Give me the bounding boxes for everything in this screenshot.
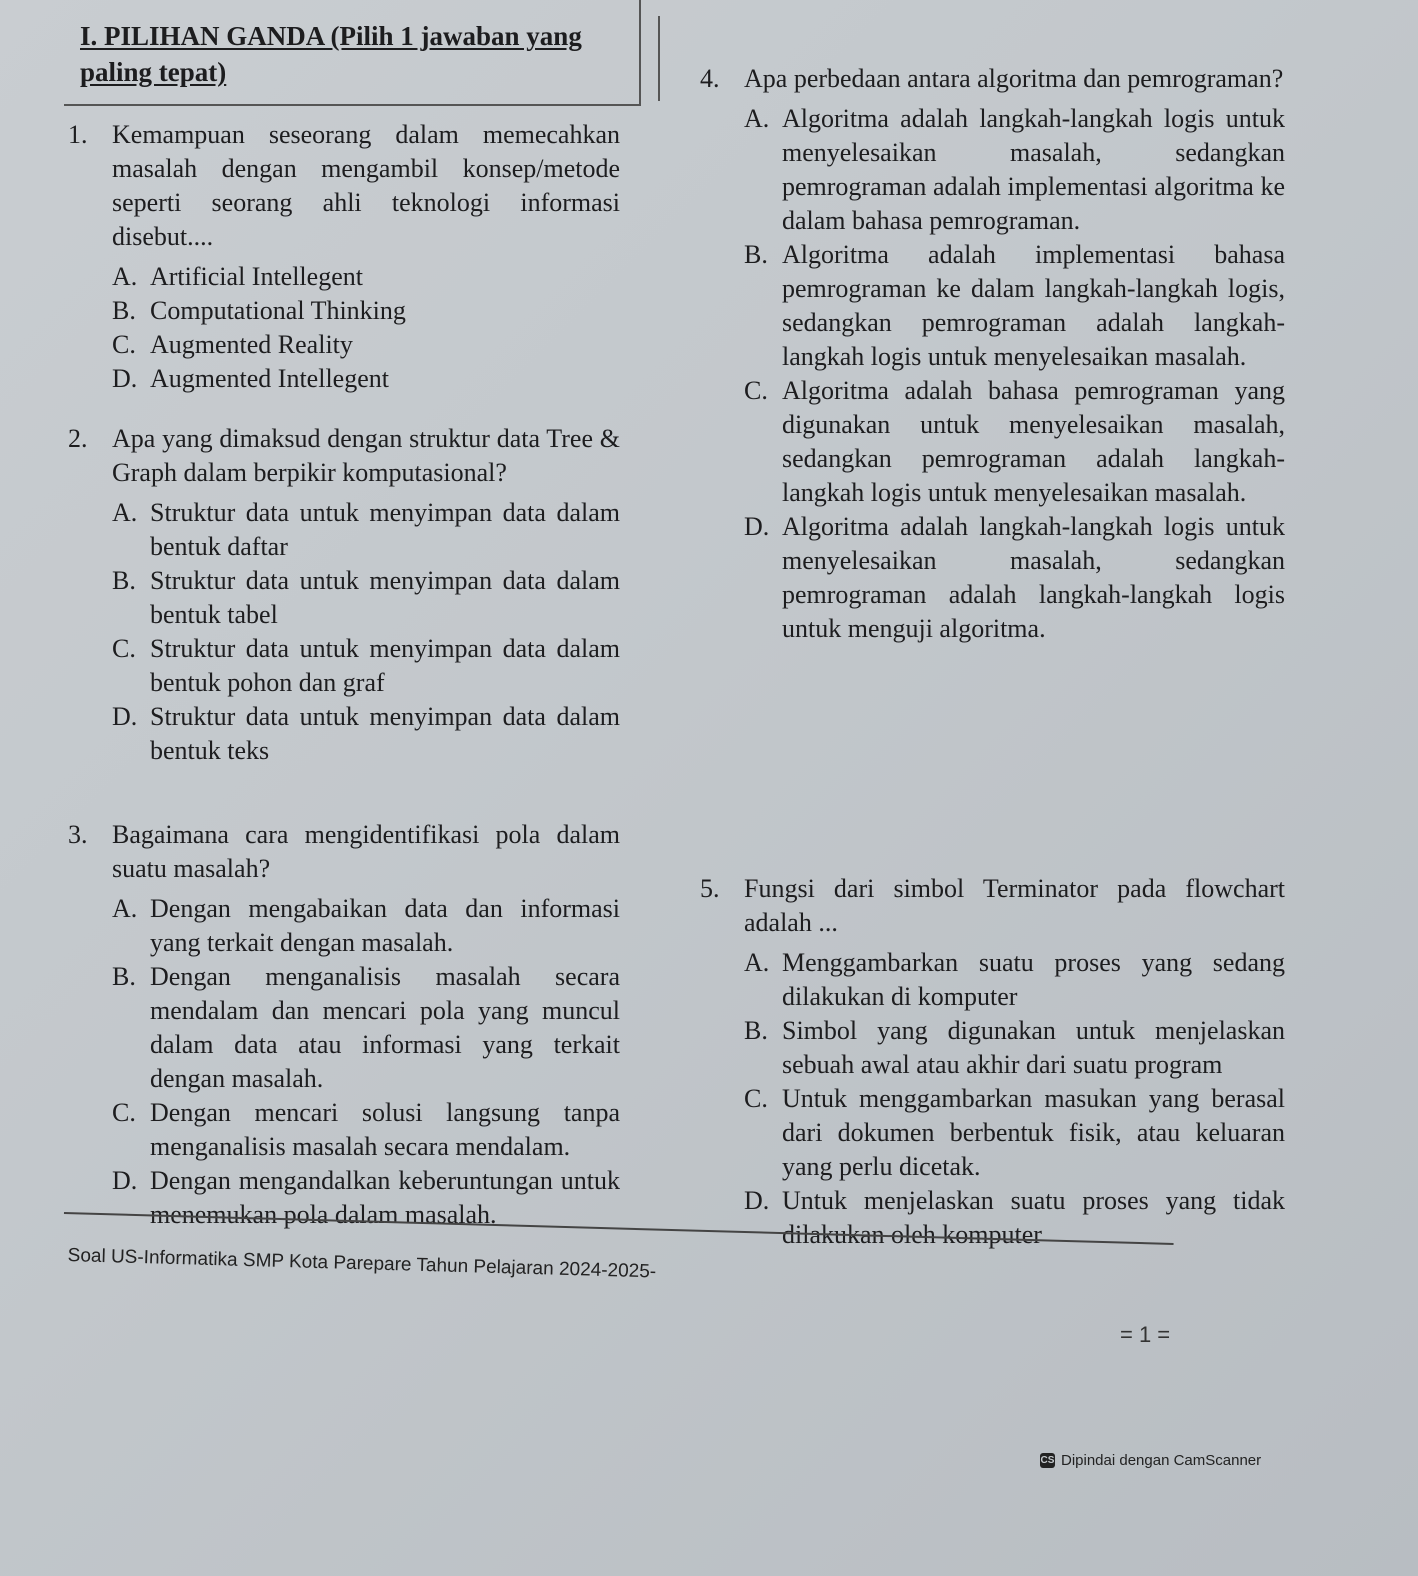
question-number: 4. [700,64,720,93]
question-3 [68,818,620,1232]
question-number: 1. [68,120,88,149]
option-c[interactable] [112,632,620,700]
scanner-text: Dipindai dengan CamScanner [1061,1452,1262,1469]
option-c[interactable] [112,328,620,362]
question-4 [700,62,1285,646]
option-letter: C. [744,1084,768,1113]
option-text: Menggambarkan suatu proses yang sedang dilakukan di komputer [782,948,1285,1011]
option-text: Augmented Reality [150,330,353,359]
exam-title-footer: Soal US-Informatika SMP Kota Parepare Tahun Pelajaran 2024-2025- [67,1245,657,1283]
option-letter: C. [112,330,136,359]
option-b[interactable] [744,238,1285,374]
option-letter: B. [744,240,768,269]
option-text: Algoritma adalah langkah-langkah logis untuk menyelesaikan masalah, sedangkan pemrograman adalah langkah-langkah logis untuk menguji algoritma. [782,512,1285,643]
option-d[interactable] [112,362,620,396]
option-c[interactable] [112,1096,620,1164]
option-letter: A. [112,498,138,527]
option-a[interactable] [112,496,620,564]
option-letter: A. [744,948,770,977]
option-text: Struktur data untuk menyimpan data dalam bentuk teks [150,702,620,765]
question-number: 3. [68,820,88,849]
option-a[interactable] [744,102,1285,238]
option-letter: D. [744,512,770,541]
question-text: Apa yang dimaksud dengan struktur data Tree & Graph dalam berpikir komputasional? [112,424,620,487]
question-2 [68,422,620,768]
option-text: Simbol yang digunakan untuk menjelaskan sebuah awal atau akhir dari suatu program [782,1016,1285,1079]
option-text: Dengan mengandalkan keberuntungan untuk menemukan pola dalam masalah. [150,1166,620,1229]
option-list [112,892,620,1232]
option-list [112,496,620,768]
option-d[interactable] [744,1184,1285,1252]
option-text: Struktur data untuk menyimpan data dalam bentuk daftar [150,498,620,561]
section-title: I. PILIHAN GANDA (Pilih 1 jawaban yang paling tepat) [80,21,582,87]
option-letter: C. [744,376,768,405]
option-text: Augmented Intellegent [150,364,389,393]
option-text: Algoritma adalah bahasa pemrograman yang digunakan untuk menyelesaikan masalah, sedangkan pemrograman adalah langkah-langkah logis untuk menyelesaikan masalah. [782,376,1285,507]
option-letter: A. [112,894,138,923]
question-text: Kemampuan seseorang dalam memecahkan masalah dengan mengambil konsep/metode seperti seorang ahli teknologi informasi disebut.... [112,120,620,251]
option-d[interactable] [744,510,1285,646]
camscanner-icon: CS [1040,1455,1055,1466]
option-letter: D. [744,1186,770,1215]
option-b[interactable] [744,1014,1285,1082]
column-divider [658,16,660,101]
option-letter: D. [112,364,138,393]
option-text: Algoritma adalah implementasi bahasa pemrograman ke dalam langkah-langkah logis, sedangkan pemrograman adalah langkah-langkah logis untuk menyelesaikan masalah. [782,240,1285,371]
option-letter: B. [112,962,136,991]
option-d[interactable] [112,700,620,768]
option-letter: A. [112,262,138,291]
option-letter: B. [112,296,136,325]
option-list [744,102,1285,646]
option-letter: B. [112,566,136,595]
option-list [112,260,620,396]
scanner-watermark [1040,1452,1261,1469]
question-1 [68,118,620,396]
option-letter: C. [112,634,136,663]
option-text: Untuk menggambarkan masukan yang berasal dari dokumen berbentuk fisik, atau keluaran yang perlu dicetak. [782,1084,1285,1181]
question-text: Bagaimana cara mengidentifikasi pola dalam suatu masalah? [112,820,620,883]
option-text: Untuk menjelaskan suatu proses yang tidak dilakukan oleh komputer [782,1186,1285,1249]
option-text: Artificial Intellegent [150,262,363,291]
option-text: Struktur data untuk menyimpan data dalam bentuk pohon dan graf [150,634,620,697]
question-number: 2. [68,424,88,453]
option-text: Struktur data untuk menyimpan data dalam bentuk tabel [150,566,620,629]
question-text: Apa perbedaan antara algoritma dan pemrograman? [744,64,1284,93]
page-number: = 1 = [1120,1322,1171,1347]
option-text: Dengan mengabaikan data dan informasi yang terkait dengan masalah. [150,894,620,957]
option-text: Computational Thinking [150,296,406,325]
option-a[interactable] [744,946,1285,1014]
option-c[interactable] [744,1082,1285,1184]
option-a[interactable] [112,892,620,960]
option-b[interactable] [112,294,620,328]
question-5 [700,872,1285,1252]
question-number: 5. [700,874,720,903]
option-letter: C. [112,1098,136,1127]
option-letter: A. [744,104,770,133]
option-letter: D. [112,702,138,731]
option-text: Dengan menganalisis masalah secara mendalam dan mencari pola yang muncul dalam data atau informasi yang terkait dengan masalah. [150,962,620,1093]
option-c[interactable] [744,374,1285,510]
option-text: Dengan mencari solusi langsung tanpa menganalisis masalah secara mendalam. [150,1098,620,1161]
option-letter: B. [744,1016,768,1045]
option-letter: D. [112,1166,138,1195]
option-b[interactable] [112,960,620,1096]
option-a[interactable] [112,260,620,294]
option-list [744,946,1285,1252]
question-text: Fungsi dari simbol Terminator pada flowchart adalah ... [744,874,1285,937]
option-b[interactable] [112,564,620,632]
option-text: Algoritma adalah langkah-langkah logis untuk menyelesaikan masalah, sedangkan pemrograman adalah implementasi algoritma ke dalam bahasa pemrograman. [782,104,1285,235]
